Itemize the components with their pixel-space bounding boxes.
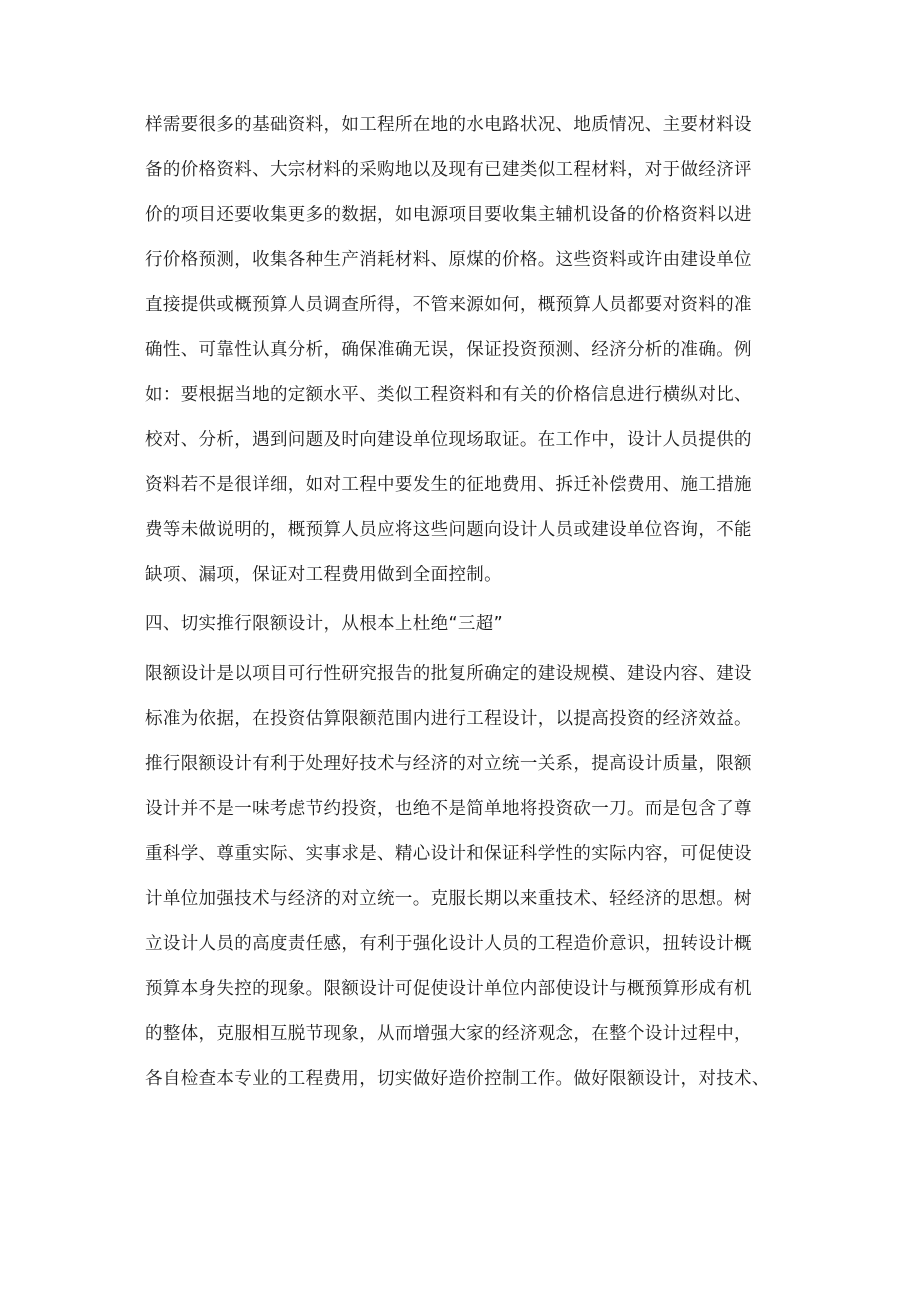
- paragraph-1-line-7: 如：要根据当地的定额水平、类似工程资料和有关的价格信息进行横纵对比、: [145, 385, 752, 405]
- paragraph-1-line-5: 直接提供或概预算人员调查所得，不管来源如何，概预算人员都要对资料的准: [145, 295, 752, 315]
- paragraph-2-line-3: 推行限额设计有利于处理好技术与经济的对立统一关系，提高设计质量，限额: [145, 754, 752, 774]
- paragraph-1-line-6: 确性、可靠性认真分析，确保准确无误，保证投资预测、经济分析的准确。例: [145, 340, 752, 360]
- paragraph-2-line-9: 的整体，克服相互脱节现象，从而增强大家的经济观念，在整个设计过程中，: [145, 1024, 752, 1044]
- paragraph-2-line-8: 预算本身失控的现象。限额设计可促使设计单位内部使设计与概预算形成有机: [145, 979, 752, 999]
- paragraph-2-line-6: 计单位加强技术与经济的对立统一。克服长期以来重技术、轻经济的思想。树: [145, 889, 752, 909]
- paragraph-2-line-1: 限额设计是以项目可行性研究报告的批复所确定的建设规模、建设内容、建设: [145, 664, 752, 684]
- paragraph-2-line-7: 立设计人员的高度责任感，有利于强化设计人员的工程造价意识，扭转设计概: [145, 934, 752, 954]
- paragraph-2-line-2: 标准为依据，在投资估算限额范围内进行工程设计，以提高投资的经济效益。: [145, 709, 752, 729]
- paragraph-1-line-3: 价的项目还要收集更多的数据，如电源项目要收集主辅机设备的价格资料以进: [145, 205, 752, 225]
- paragraph-1-line-11: 缺项、漏项，保证对工程费用做到全面控制。: [145, 565, 502, 585]
- paragraph-1-line-2: 备的价格资料、大宗材料的采购地以及现有已建类似工程材料，对于做经济评: [145, 160, 752, 180]
- paragraph-2-line-4: 设计并不是一味考虑节约投资，也绝不是简单地将投资砍一刀。而是包含了尊: [145, 799, 752, 819]
- paragraph-1-line-4: 行价格预测，收集各种生产消耗材料、原煤的价格。这些资料或许由建设单位: [145, 250, 752, 270]
- paragraph-1-line-9: 资料若不是很详细，如对工程中要发生的征地费用、拆迁补偿费用、施工措施: [145, 475, 752, 495]
- paragraph-1-line-1: 样需要很多的基础资料，如工程所在地的水电路状况、地质情况、主要材料设: [145, 115, 752, 135]
- paragraph-1-line-10: 费等未做说明的，概预算人员应将这些问题向设计人员或建设单位咨询，不能: [145, 520, 752, 540]
- paragraph-2-line-5: 重科学、尊重实际、实事求是、精心设计和保证科学性的实际内容，可促使设: [145, 844, 752, 864]
- section-heading: 四、切实推行限额设计，从根本上杜绝“三超”: [145, 614, 503, 634]
- paragraph-1-line-8: 校对、分析，遇到问题及时向建设单位现场取证。在工作中，设计人员提供的: [145, 430, 752, 450]
- paragraph-2-line-10: 各自检查本专业的工程费用，切实做好造价控制工作。做好限额设计，对技术、: [145, 1069, 770, 1089]
